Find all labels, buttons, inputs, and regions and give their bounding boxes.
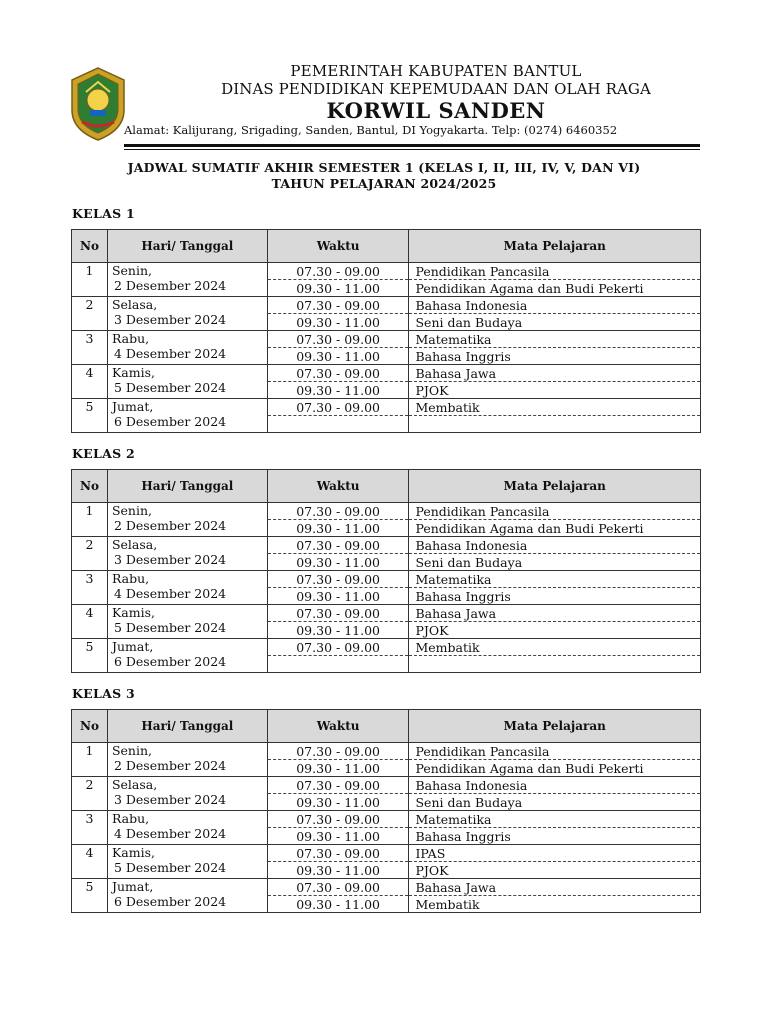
day-date-cell (107, 777, 267, 811)
subject-name: Bahasa Indonesia (409, 777, 701, 794)
row-number: 2 (72, 537, 108, 571)
time-slot: 09.30 - 11.00 (267, 588, 409, 605)
exam-date: 5 Desember 2024 (113, 860, 227, 875)
kelas-label: KELAS 1 (72, 206, 136, 221)
col-header-no: No (72, 230, 108, 263)
exam-date: 3 Desember 2024 (113, 312, 227, 327)
subject-name: Bahasa Inggris (409, 828, 701, 845)
time-slot: 09.30 - 11.00 (267, 862, 409, 879)
day-date-cell (107, 537, 267, 571)
row-number: 4 (72, 365, 108, 399)
col-header-time: Waktu (267, 470, 409, 503)
exam-date: 6 Desember 2024 (113, 894, 227, 909)
document-subtitle: TAHUN PELAJARAN 2024/2025 (271, 176, 497, 191)
time-slot: 09.30 - 11.00 (267, 760, 409, 777)
time-slot: 09.30 - 11.00 (267, 622, 409, 639)
kelas-label: KELAS 3 (72, 686, 136, 701)
table-row (72, 605, 701, 622)
row-number: 1 (72, 503, 108, 537)
subject-name: Pendidikan Agama dan Budi Pekerti (409, 280, 701, 297)
row-number: 1 (72, 743, 108, 777)
subject-name: Pendidikan Pancasila (409, 743, 701, 760)
table-header-row (72, 710, 701, 743)
col-header-subject: Mata Pelajaran (409, 710, 701, 743)
letterhead (0, 60, 768, 150)
schedule-table (71, 469, 701, 673)
time-slot: 09.30 - 11.00 (267, 896, 409, 913)
table-row (72, 331, 701, 348)
table-row (72, 263, 701, 280)
table-row (72, 845, 701, 862)
time-slot: 07.30 - 09.00 (267, 399, 409, 416)
day-name: Jumat, (111, 879, 154, 894)
table-row (72, 743, 701, 760)
row-number: 4 (72, 605, 108, 639)
row-number: 2 (72, 777, 108, 811)
row-number: 3 (72, 331, 108, 365)
exam-date: 5 Desember 2024 (113, 380, 227, 395)
table-row (72, 297, 701, 314)
time-slot: 09.30 - 11.00 (267, 554, 409, 571)
table-row (72, 571, 701, 588)
subject-name: Membatik (409, 896, 701, 913)
subject-name: Bahasa Jawa (409, 605, 701, 622)
table-row (72, 399, 701, 416)
table-row (72, 811, 701, 828)
time-slot: 07.30 - 09.00 (267, 365, 409, 382)
schedule-table (71, 709, 701, 913)
col-header-no: No (72, 470, 108, 503)
table-header-row (72, 230, 701, 263)
subject-name (409, 656, 701, 673)
exam-date: 3 Desember 2024 (113, 792, 227, 807)
day-name: Selasa, (111, 777, 158, 792)
subject-name: PJOK (409, 382, 701, 399)
exam-date: 4 Desember 2024 (113, 826, 227, 841)
exam-date: 5 Desember 2024 (113, 620, 227, 635)
time-slot: 07.30 - 09.00 (267, 777, 409, 794)
row-number: 1 (72, 263, 108, 297)
subject-name: Seni dan Budaya (409, 314, 701, 331)
col-header-time: Waktu (267, 230, 409, 263)
day-date-cell (107, 845, 267, 879)
letterhead-rule (124, 144, 700, 147)
subject-name: IPAS (409, 845, 701, 862)
time-slot: 07.30 - 09.00 (267, 537, 409, 554)
time-slot: 09.30 - 11.00 (267, 520, 409, 537)
document-title: JADWAL SUMATIF AKHIR SEMESTER 1 (KELAS I, II, III, IV, V, DAN VI) (127, 160, 641, 175)
time-slot: 07.30 - 09.00 (267, 503, 409, 520)
subject-name: Bahasa Jawa (409, 879, 701, 896)
exam-date: 2 Desember 2024 (113, 518, 227, 533)
subject-name: Membatik (409, 639, 701, 656)
day-name: Selasa, (111, 297, 158, 312)
subject-name: PJOK (409, 862, 701, 879)
time-slot: 09.30 - 11.00 (267, 348, 409, 365)
day-date-cell (107, 639, 267, 673)
col-header-no: No (72, 710, 108, 743)
subject-name: Seni dan Budaya (409, 794, 701, 811)
table-row (72, 777, 701, 794)
subject-name: Matematika (409, 811, 701, 828)
subject-name: Bahasa Inggris (409, 588, 701, 605)
day-date-cell (107, 879, 267, 913)
subject-name: Pendidikan Pancasila (409, 263, 701, 280)
day-name: Senin, (111, 743, 152, 758)
time-slot (267, 416, 409, 433)
kelas-label: KELAS 2 (72, 446, 136, 461)
letterhead-rule-thin (124, 149, 700, 150)
row-number: 2 (72, 297, 108, 331)
subject-name: Membatik (409, 399, 701, 416)
time-slot: 07.30 - 09.00 (267, 605, 409, 622)
day-name: Senin, (111, 503, 152, 518)
col-header-subject: Mata Pelajaran (409, 470, 701, 503)
day-date-cell (107, 263, 267, 297)
day-date-cell (107, 365, 267, 399)
subject-name: Pendidikan Agama dan Budi Pekerti (409, 520, 701, 537)
col-header-subject: Mata Pelajaran (409, 230, 701, 263)
address-line: Alamat: Kalijurang, Srigading, Sanden, Bantul, DI Yogyakarta. Telp: (0274) 6460352 (124, 123, 618, 137)
subject-name (409, 416, 701, 433)
day-date-cell (107, 605, 267, 639)
day-date-cell (107, 503, 267, 537)
row-number: 4 (72, 845, 108, 879)
time-slot: 07.30 - 09.00 (267, 263, 409, 280)
subject-name: Pendidikan Agama dan Budi Pekerti (409, 760, 701, 777)
day-name: Rabu, (111, 571, 150, 586)
time-slot (267, 656, 409, 673)
day-date-cell (107, 571, 267, 605)
exam-date: 2 Desember 2024 (113, 278, 227, 293)
time-slot: 07.30 - 09.00 (267, 743, 409, 760)
time-slot: 07.30 - 09.00 (267, 845, 409, 862)
exam-date: 2 Desember 2024 (113, 758, 227, 773)
table-row (72, 537, 701, 554)
time-slot: 07.30 - 09.00 (267, 879, 409, 896)
day-name: Rabu, (111, 331, 150, 346)
time-slot: 07.30 - 09.00 (267, 331, 409, 348)
day-name: Kamis, (111, 365, 155, 380)
day-date-cell (107, 399, 267, 433)
exam-date: 6 Desember 2024 (113, 654, 227, 669)
exam-date: 4 Desember 2024 (113, 346, 227, 361)
exam-date: 4 Desember 2024 (113, 586, 227, 601)
subject-name: Bahasa Jawa (409, 365, 701, 382)
subject-name: Matematika (409, 571, 701, 588)
col-header-time: Waktu (267, 710, 409, 743)
subject-name: Matematika (409, 331, 701, 348)
row-number: 3 (72, 811, 108, 845)
row-number: 5 (72, 399, 108, 433)
col-header-day: Hari/ Tanggal (107, 230, 267, 263)
table-header-row (72, 470, 701, 503)
day-name: Jumat, (111, 639, 154, 654)
subject-name: Bahasa Inggris (409, 348, 701, 365)
day-name: Kamis, (111, 845, 155, 860)
time-slot: 09.30 - 11.00 (267, 794, 409, 811)
row-number: 5 (72, 639, 108, 673)
time-slot: 07.30 - 09.00 (267, 571, 409, 588)
col-header-day: Hari/ Tanggal (107, 470, 267, 503)
row-number: 3 (72, 571, 108, 605)
agency-name: DINAS PENDIDIKAN KEPEMUDAAN DAN OLAH RAGA (221, 80, 651, 98)
day-name: Senin, (111, 263, 152, 278)
row-number: 5 (72, 879, 108, 913)
day-name: Kamis, (111, 605, 155, 620)
col-header-day: Hari/ Tanggal (107, 710, 267, 743)
time-slot: 07.30 - 09.00 (267, 297, 409, 314)
subject-name: Bahasa Indonesia (409, 537, 701, 554)
table-row (72, 503, 701, 520)
subject-name: Seni dan Budaya (409, 554, 701, 571)
subject-name: Pendidikan Pancasila (409, 503, 701, 520)
day-date-cell (107, 811, 267, 845)
subject-name: PJOK (409, 622, 701, 639)
time-slot: 09.30 - 11.00 (267, 382, 409, 399)
day-name: Rabu, (111, 811, 150, 826)
day-date-cell (107, 331, 267, 365)
table-row (72, 639, 701, 656)
day-name: Selasa, (111, 537, 158, 552)
time-slot: 07.30 - 09.00 (267, 639, 409, 656)
exam-date: 3 Desember 2024 (113, 552, 227, 567)
schedule-table (71, 229, 701, 433)
table-row (72, 879, 701, 896)
table-row (72, 365, 701, 382)
day-date-cell (107, 743, 267, 777)
subject-name: Bahasa Indonesia (409, 297, 701, 314)
office-name: KORWIL SANDEN (326, 98, 546, 123)
day-date-cell (107, 297, 267, 331)
day-name: Jumat, (111, 399, 154, 414)
time-slot: 09.30 - 11.00 (267, 828, 409, 845)
time-slot: 09.30 - 11.00 (267, 280, 409, 297)
time-slot: 09.30 - 11.00 (267, 314, 409, 331)
exam-date: 6 Desember 2024 (113, 414, 227, 429)
gov-name: PEMERINTAH KABUPATEN BANTUL (290, 62, 582, 80)
time-slot: 07.30 - 09.00 (267, 811, 409, 828)
